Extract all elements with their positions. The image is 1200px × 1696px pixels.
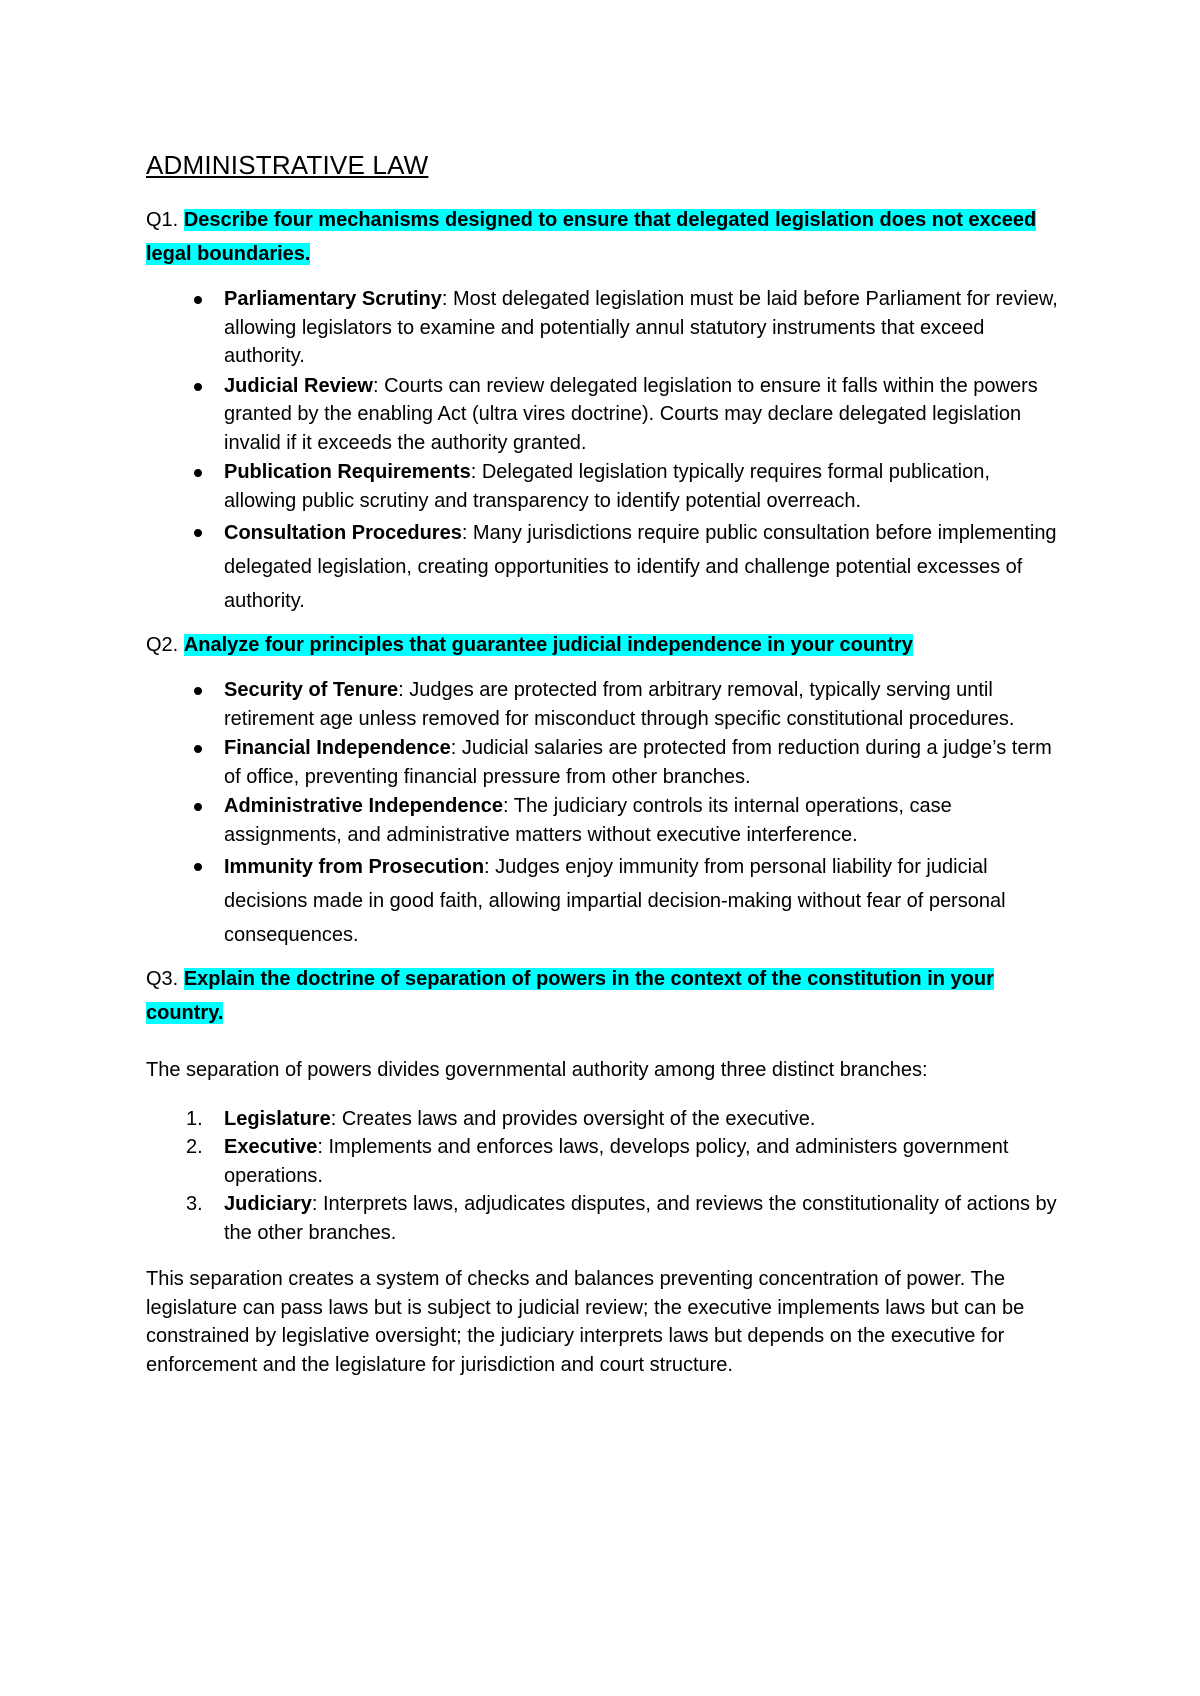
question-3-text: Explain the doctrine of separation of powers in the context of the constitution in your country. bbox=[146, 968, 994, 1024]
question-1 bbox=[146, 203, 1060, 271]
question-3-label: Q3. bbox=[146, 968, 179, 990]
item-text: : Many jurisdictions require public consultation before implementing delegated legislation, creating opportunities to identify and challenge potential excesses of authority. bbox=[224, 522, 1057, 612]
list-item bbox=[224, 792, 1060, 849]
item-term: Immunity from Prosecution bbox=[224, 856, 485, 878]
item-text: : Implements and enforces laws, develops policy, and administers government operations. bbox=[224, 1136, 1009, 1187]
item-term: Executive bbox=[224, 1136, 318, 1158]
item-text: : Most delegated legislation must be laid before Parliament for review, allowing legislators to examine and potentially annul statutory instruments that exceed authority. bbox=[224, 288, 1058, 367]
item-text: : The judiciary controls its internal operations, case assignments, and administrative matters without executive interference. bbox=[224, 795, 952, 846]
item-text: : Courts can review delegated legislation to ensure it falls within the powers granted by the enabling Act (ultra vires doctrine). Courts may declare delegated legislation invalid if it exceeds the authority granted. bbox=[224, 374, 1038, 454]
question-2 bbox=[146, 628, 1060, 662]
item-number: 3. bbox=[186, 1193, 203, 1215]
list-item bbox=[186, 1133, 1060, 1190]
question-2-text: Analyze four principles that guarantee judicial independence in your country bbox=[183, 634, 913, 656]
item-text: : Delegated legislation typically requires formal publication, allowing public scrutiny and transparency to identify potential overreach. bbox=[224, 461, 990, 512]
item-term: Security of Tenure bbox=[224, 679, 399, 701]
list-item bbox=[224, 372, 1060, 458]
list-item bbox=[186, 1190, 1060, 1247]
item-term: Legislature bbox=[224, 1107, 331, 1130]
q3-conclusion: This separation creates a system of checks and balances preventing concentration of power. The legislature can pass laws but is subject to judicial review; the executive implements laws but can be constrained by legislative oversight; the judiciary interprets laws but depends on the executive for enforcement and the legislature for jurisdiction and court structure. bbox=[146, 1268, 1025, 1376]
item-term: Publication Requirements bbox=[224, 461, 471, 483]
item-text: : Judges are protected from arbitrary removal, typically serving until retirement age unless removed for misconduct through specific constitutional procedures. bbox=[224, 679, 1015, 730]
item-term: Financial Independence bbox=[224, 737, 451, 759]
q1-mechanism-list bbox=[146, 285, 1060, 618]
item-text: : Interprets laws, adjudicates disputes, and reviews the constitutionality of actions by the other branches. bbox=[224, 1193, 1057, 1244]
question-2-label: Q2. bbox=[146, 634, 179, 656]
document-title: ADMINISTRATIVE LAW bbox=[146, 150, 429, 180]
q2-principle-list bbox=[146, 676, 1060, 952]
item-term: Consultation Procedures bbox=[224, 522, 462, 544]
item-text: : Judges enjoy immunity from personal liability for judicial decisions made in good faith, allowing impartial decision-making without fear of personal consequences. bbox=[224, 856, 1006, 946]
question-3 bbox=[146, 962, 1060, 1030]
list-item bbox=[224, 458, 1060, 515]
list-item bbox=[224, 285, 1060, 371]
item-text: : Judicial salaries are protected from reduction during a judge’s term of office, preventing financial pressure from other branches. bbox=[224, 737, 1052, 788]
item-term: Judiciary bbox=[224, 1193, 312, 1215]
item-number: 2. bbox=[186, 1136, 203, 1158]
q3-intro: The separation of powers divides governmental authority among three distinct branches: bbox=[146, 1059, 928, 1081]
list-item bbox=[224, 734, 1060, 791]
question-1-text: Describe four mechanisms designed to ensure that delegated legislation does not exceed legal boundaries. bbox=[146, 209, 1037, 265]
item-text: : Creates laws and provides oversight of the executive. bbox=[330, 1107, 816, 1130]
q3-branch-list bbox=[146, 1105, 1060, 1248]
list-item bbox=[224, 676, 1060, 733]
question-1-label: Q1. bbox=[146, 209, 179, 231]
item-term: Judicial Review bbox=[224, 374, 373, 397]
item-term: Administrative Independence bbox=[224, 795, 503, 817]
item-number: 1. bbox=[186, 1107, 203, 1130]
item-term: Parliamentary Scrutiny bbox=[224, 288, 442, 310]
list-item bbox=[224, 516, 1060, 618]
list-item bbox=[224, 850, 1060, 952]
list-item bbox=[186, 1105, 1060, 1134]
